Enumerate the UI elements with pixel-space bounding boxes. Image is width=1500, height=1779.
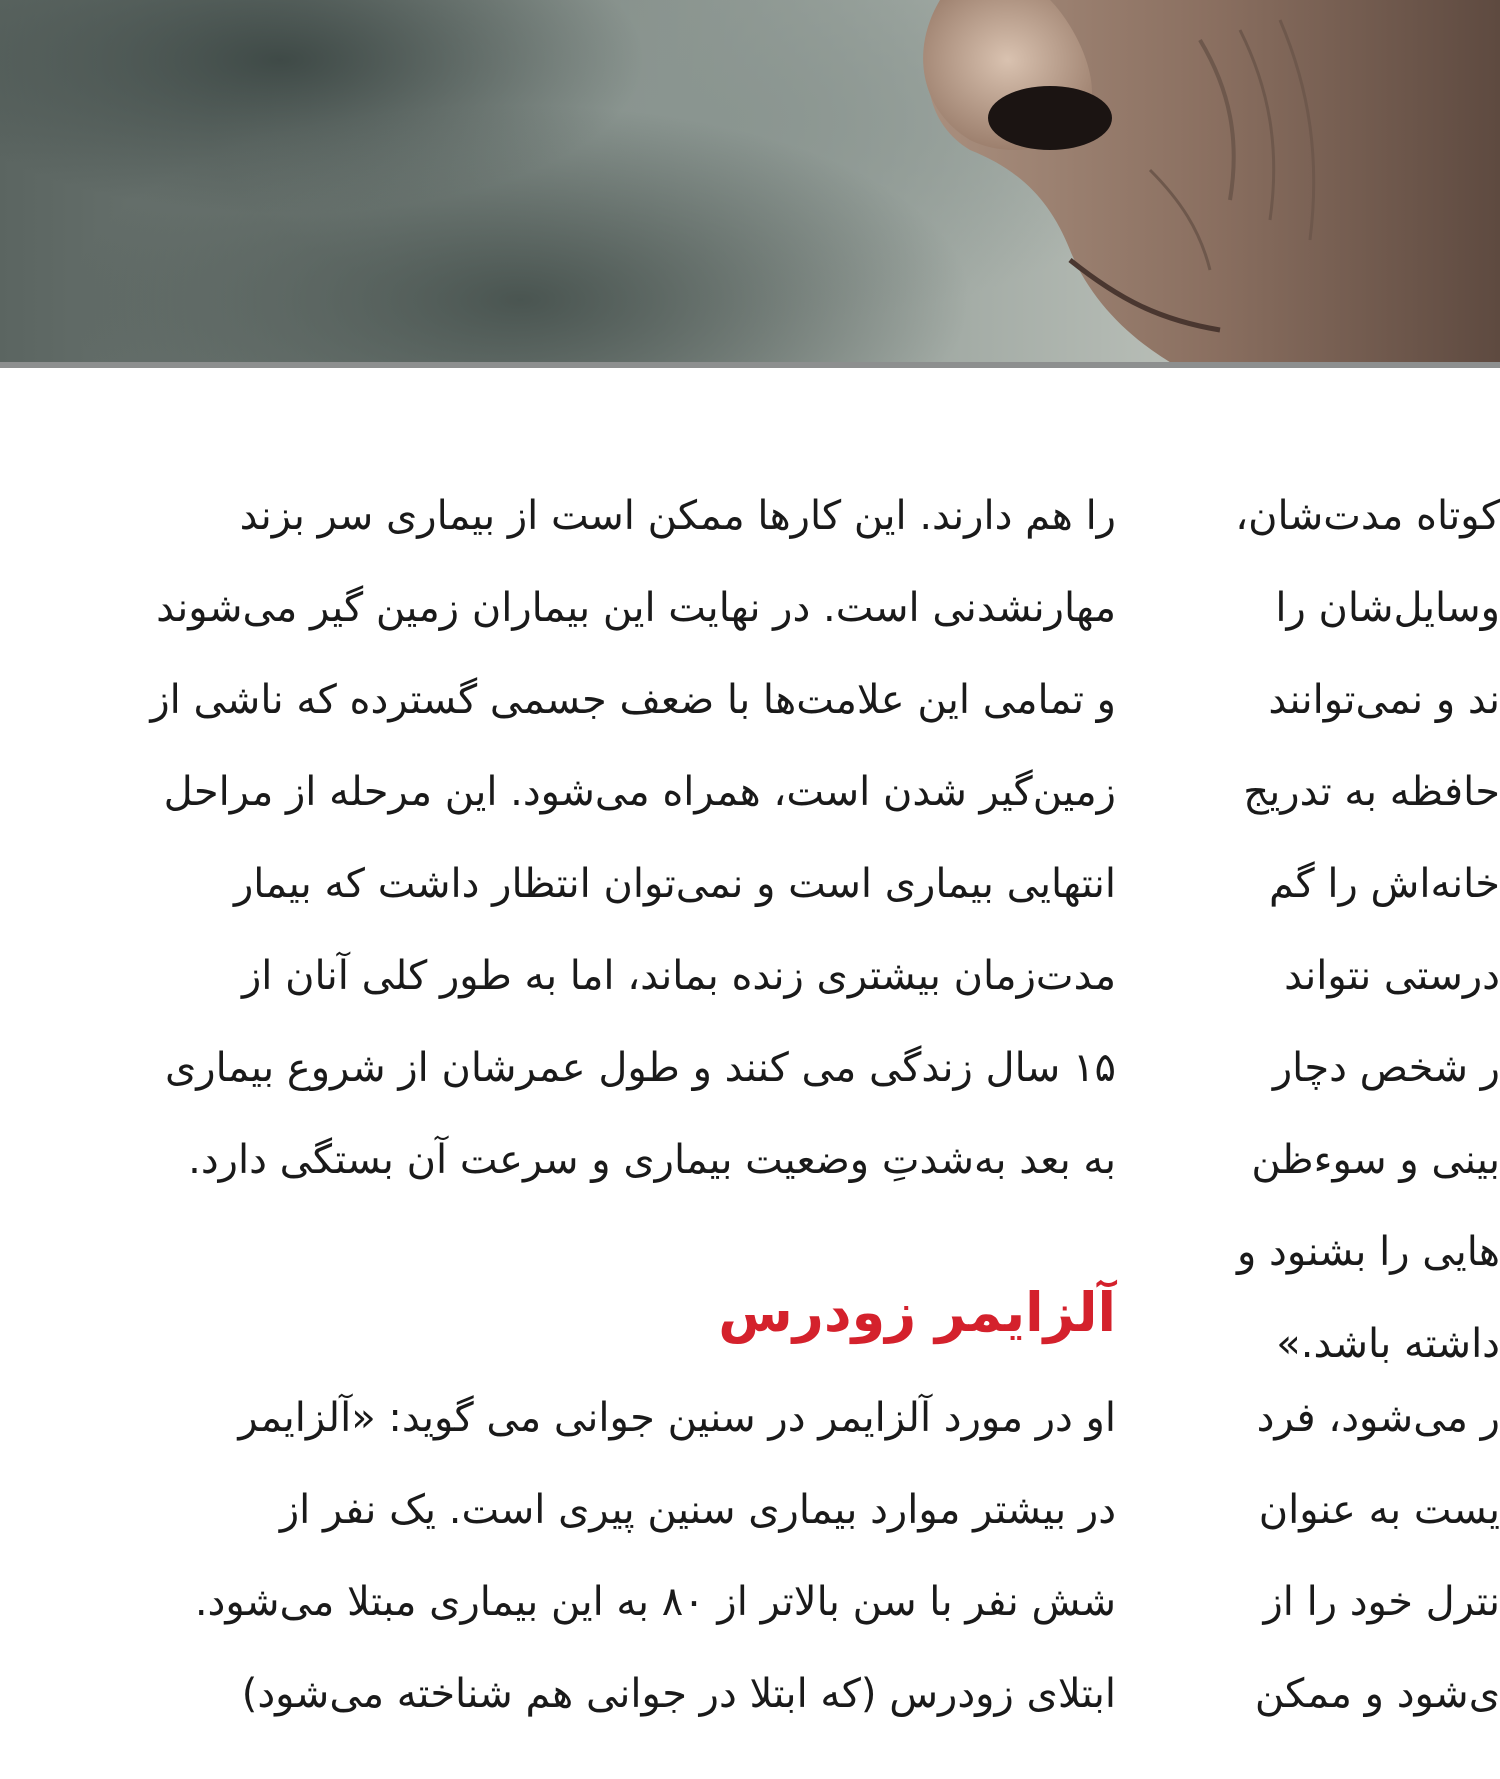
elderly-face-image	[900, 0, 1500, 368]
right-text-column-2	[1208, 1372, 1500, 1740]
text-line: زمین‌گیر شدن است، همراه می‌شود. این مرحله از مراحل	[163, 769, 1116, 815]
text-line: هایی را بشنود و	[1236, 1229, 1500, 1275]
text-line: ر شخص دچار	[1272, 1045, 1500, 1091]
text-line: ی‌شود و ممکن	[1254, 1671, 1500, 1717]
text-line: را هم دارند. این کارها ممکن است از بیماری سر بزند	[239, 493, 1116, 539]
text-line: خانه‌اش را گم	[1269, 861, 1500, 907]
text-line: وسایل‌شان را	[1275, 585, 1500, 631]
text-line: درستی نتواند	[1284, 953, 1500, 999]
text-line: شش نفر با سن بالاتر از ۸۰ به این بیماری مبتلا می‌شود.	[194, 1579, 1116, 1625]
text-line: او در مورد آلزایمر در سنین جوانی می گوید: «آلزایمر	[238, 1395, 1116, 1441]
text-line: انتهایی بیماری است و نمی‌توان انتظار داشت که بیمار	[233, 861, 1116, 907]
hero-photo	[0, 0, 1500, 368]
text-line: در بیشتر موارد بیماری سنین پیری است. یک نفر از	[279, 1487, 1116, 1533]
main-text-column-2	[0, 1372, 1116, 1740]
text-line: یست به عنوان	[1258, 1487, 1500, 1533]
main-text-column	[0, 470, 1116, 1206]
right-text-column	[1208, 470, 1500, 1390]
text-line: کوتاه مدت‌شان،	[1235, 493, 1500, 539]
text-line: ابتلای زودرس (که ابتلا در جوانی هم شناخته می‌شود)	[241, 1671, 1116, 1717]
text-line: ر می‌شود، فرد	[1256, 1395, 1500, 1441]
text-line: ۱۵ سال زندگی می کنند و طول عمرشان از شروع بیماری	[164, 1045, 1116, 1091]
text-line: نترل خود را از	[1263, 1579, 1500, 1625]
section-heading: آلزایمر زودرس	[718, 1281, 1116, 1344]
text-line: مهارنشدنی است. در نهایت این بیماران زمین گیر می‌شوند	[156, 585, 1116, 631]
text-line: داشته باشد.»	[1276, 1321, 1500, 1367]
text-line: و تمامی این علامت‌ها با ضعف جسمی گسترده که ناشی از	[150, 677, 1116, 723]
text-line: به بعد به‌شدتِ وضعیت بیماری و سرعت آن بستگی دارد.	[188, 1137, 1116, 1183]
text-line: بینی و سوءظن	[1251, 1137, 1500, 1183]
text-line: ند و نمی‌توانند	[1268, 677, 1500, 723]
text-line: حافظه به تدریج	[1243, 769, 1500, 815]
text-line: مدت‌زمان بیشتری زنده بماند، اما به طور کلی آنان از	[241, 953, 1116, 999]
photo-bottom-border	[0, 362, 1500, 368]
